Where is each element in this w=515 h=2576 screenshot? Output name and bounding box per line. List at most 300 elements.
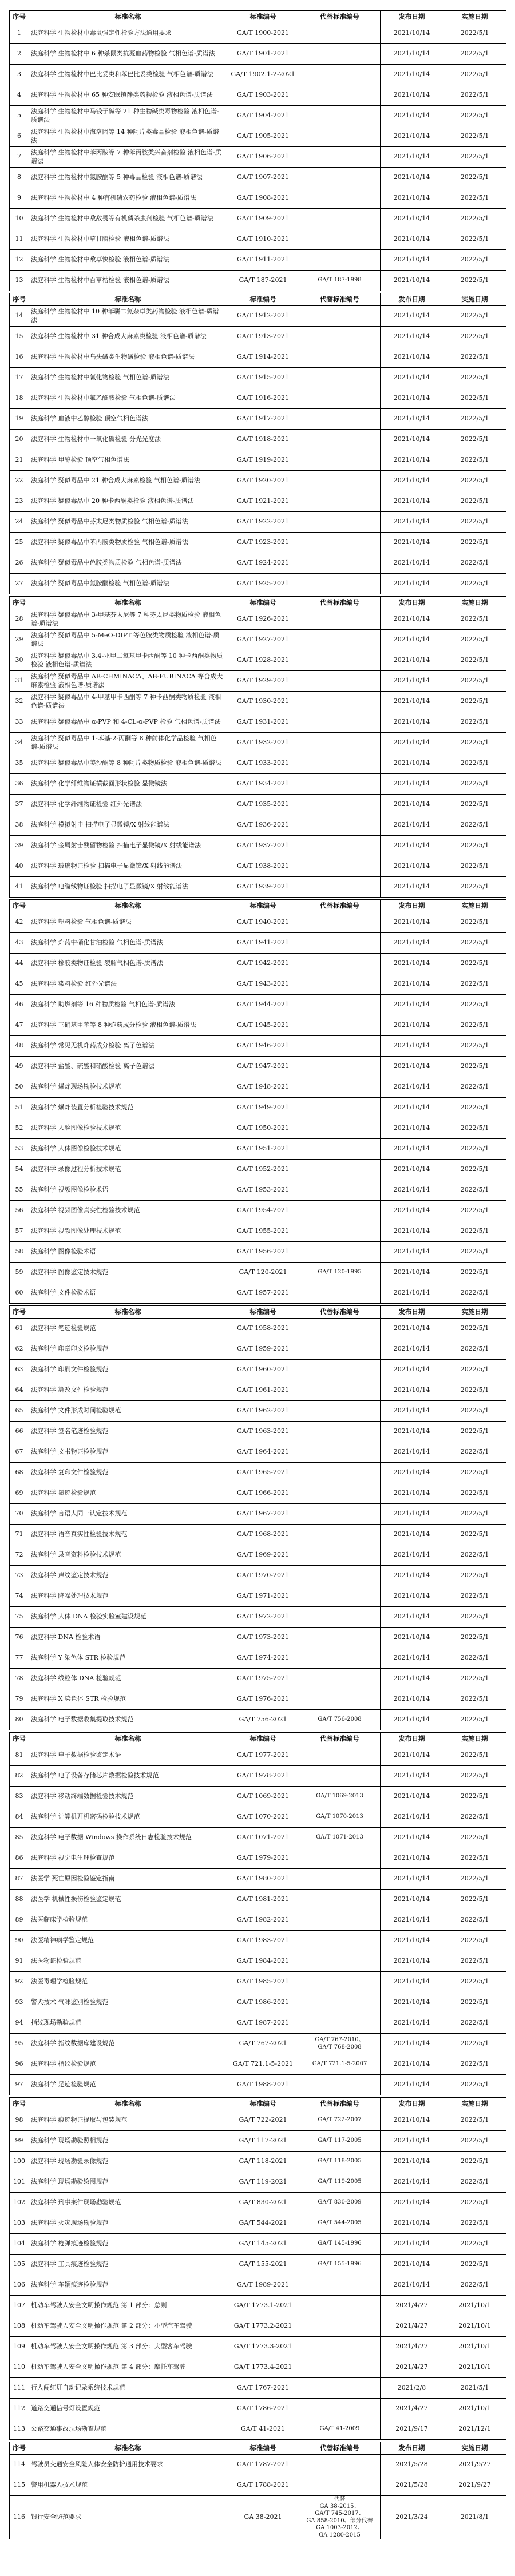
cell-replaces [299,1380,381,1401]
cell-impl-date: 2022/5/1 [443,2110,506,2131]
cell-seq: 90 [10,1931,29,1951]
table-row [10,630,506,650]
cell-replaces [299,1283,381,1304]
cell-replaces [299,609,381,630]
cell-seq: 15 [10,327,29,347]
cell-name: 法庭科学 刑事案件现场勘验规范 [29,2193,227,2213]
cell-code: GA/T 830-2021 [227,2193,299,2213]
cell-name: 法庭科学 签名笔迹检验规范 [29,1422,227,1442]
cell-pub-date: 2021/10/14 [381,1442,443,1463]
cell-name: 法庭科学 生物检材中苯丙胺等 7 种苯丙胺类兴奋剂检验 液相色谱-质谱法 [29,147,227,168]
cell-replaces [299,1442,381,1463]
cell-replaces [299,1504,381,1525]
cell-seq: 52 [10,1118,29,1139]
table-row [10,2110,506,2131]
column-header-seq: 序号 [10,11,29,23]
cell-seq: 92 [10,1972,29,1992]
table-row [10,1463,506,1483]
cell-code: GA/T 1921-2021 [227,491,299,512]
cell-seq: 27 [10,574,29,594]
cell-impl-date: 2022/5/1 [443,1951,506,1972]
cell-seq: 94 [10,2013,29,2034]
table-header-row [10,2442,506,2455]
cell-replaces [299,733,381,753]
cell-replaces [299,209,381,229]
cell-code: GA/T 1904-2021 [227,106,299,126]
cell-name: 法庭科学 金属射击残留物检验 扫描电子显微镜/X 射线能谱法 [29,836,227,856]
cell-replaces [299,2378,381,2399]
column-header-replaces: 代替标准编号 [299,1733,381,1745]
cell-replaces [299,147,381,168]
cell-replaces: GA/T 155-1996 [299,2255,381,2275]
cell-code: GA/T 41-2021 [227,2419,299,2440]
table-row [10,430,506,450]
table-row [10,106,506,126]
cell-replaces: GA/T 756-2008 [299,1710,381,1730]
cell-impl-date: 2022/5/1 [443,1463,506,1483]
cell-replaces [299,1319,381,1339]
cell-replaces [299,933,381,954]
cell-name: 道路交通信号灯设置规范 [29,2399,227,2419]
column-header-code: 标准编号 [227,597,299,609]
cell-code: GA/T 1975-2021 [227,1669,299,1689]
cell-code: GA/T 1963-2021 [227,1422,299,1442]
cell-impl-date: 2022/5/1 [443,2234,506,2255]
cell-name: 法庭科学 电子设备存储芯片数据检验技术规范 [29,1766,227,1787]
table-row [10,126,506,147]
table-row [10,795,506,815]
cell-name: 法庭科学 电子数据收集提取技术规范 [29,1710,227,1730]
cell-seq: 74 [10,1586,29,1607]
cell-code: GA/T 1910-2021 [227,229,299,250]
cell-replaces [299,327,381,347]
cell-code: GA/T 1935-2021 [227,795,299,815]
cell-pub-date: 2021/10/14 [381,1807,443,1828]
cell-replaces [299,836,381,856]
cell-replaces [299,1931,381,1951]
cell-pub-date: 2021/10/14 [381,347,443,368]
cell-impl-date: 2022/5/1 [443,1504,506,1525]
cell-name: 法庭科学 助燃剂等 16 种物质检验 气相色谱-质谱法 [29,995,227,1015]
cell-seq: 4 [10,85,29,106]
cell-code: GA/T 1936-2021 [227,815,299,836]
table-row [10,2054,506,2075]
column-header-replaces: 代替标准编号 [299,1306,381,1319]
cell-code: GA/T 1979-2021 [227,1848,299,1869]
cell-seq: 22 [10,471,29,491]
cell-seq: 114 [10,2455,29,2475]
cell-code: GA/T 1968-2021 [227,1525,299,1545]
cell-replaces [299,1951,381,1972]
cell-seq: 14 [10,306,29,327]
cell-impl-date: 2022/5/1 [443,106,506,126]
cell-pub-date: 2021/10/14 [381,2275,443,2296]
cell-replaces [299,1401,381,1422]
cell-code: GA/T 1069-2021 [227,1787,299,1807]
cell-code: GA/T 1943-2021 [227,974,299,995]
cell-pub-date: 2021/10/14 [381,1972,443,1992]
table-row [10,2255,506,2275]
cell-impl-date: 2022/5/1 [443,1689,506,1710]
table-row [10,995,506,1015]
table-row [10,2275,506,2296]
cell-name: 法庭科学 篡改文件检验规范 [29,1380,227,1401]
cell-pub-date: 2021/10/14 [381,188,443,209]
cell-seq: 18 [10,388,29,409]
standards-table-page [9,293,506,594]
cell-pub-date: 2021/10/14 [381,1201,443,1221]
table-row [10,250,506,271]
cell-impl-date: 2022/5/1 [443,1221,506,1242]
cell-name: 法医精神病学鉴定规范 [29,1931,227,1951]
cell-seq: 62 [10,1339,29,1360]
cell-pub-date: 2021/10/14 [381,1221,443,1242]
cell-replaces [299,1422,381,1442]
cell-seq: 83 [10,1787,29,1807]
cell-pub-date: 2021/10/14 [381,1036,443,1057]
cell-name: 法医学 机械性损伤检验鉴定规范 [29,1890,227,1910]
cell-impl-date: 2022/5/1 [443,250,506,271]
cell-seq: 67 [10,1442,29,1463]
cell-pub-date: 2021/10/14 [381,368,443,388]
cell-replaces [299,2399,381,2419]
table-row [10,512,506,533]
cell-code: GA/T 1989-2021 [227,2275,299,2296]
cell-name: 法庭科学 声纹鉴定技术规范 [29,1566,227,1586]
cell-code: GA/T 767-2021 [227,2034,299,2054]
table-row [10,2455,506,2475]
cell-impl-date: 2022/5/1 [443,912,506,933]
cell-replaces: GA/T 120-1995 [299,1263,381,1283]
cell-impl-date: 2022/5/1 [443,168,506,188]
column-header-name: 标准名称 [29,1306,227,1319]
cell-code: GA/T 1973-2021 [227,1628,299,1648]
cell-code: GA/T 1903-2021 [227,85,299,106]
cell-seq: 80 [10,1710,29,1730]
cell-pub-date: 2021/10/14 [381,1951,443,1972]
cell-seq: 20 [10,430,29,450]
cell-seq: 109 [10,2337,29,2357]
cell-replaces [299,1689,381,1710]
cell-name: 法庭科学 复印文件检验规范 [29,1463,227,1483]
cell-code: GA/T 1962-2021 [227,1401,299,1422]
cell-impl-date: 2022/5/1 [443,65,506,85]
cell-replaces [299,368,381,388]
cell-replaces [299,450,381,471]
cell-impl-date: 2022/5/1 [443,712,506,733]
cell-replaces [299,1160,381,1180]
table-row [10,147,506,168]
cell-code: GA 38-2021 [227,2496,299,2539]
cell-impl-date: 2022/5/1 [443,1401,506,1422]
cell-name: 法庭科学 染料检验 红外光谱法 [29,974,227,995]
cell-replaces [299,630,381,650]
cell-replaces: GA/T 830-2009 [299,2193,381,2213]
cell-name: 法庭科学 火灾现场勘验规范 [29,2213,227,2234]
cell-name: 法庭科学 印刷文件检验规范 [29,1360,227,1380]
cell-name: 法庭科学 疑似毒品中 α-PVP 和 4-CL-α-PVP 检验 气相色谱-质谱法 [29,712,227,733]
table-row [10,1807,506,1828]
cell-replaces: GA/T 1071-2013 [299,1828,381,1848]
cell-name: 法庭科学 DNA 检验术语 [29,1628,227,1648]
cell-code: GA/T 1924-2021 [227,553,299,574]
cell-pub-date: 2021/4/27 [381,2357,443,2378]
cell-code: GA/T 1911-2021 [227,250,299,271]
cell-name: 法庭科学 生物检材中 6 种杀鼠类抗凝血药物检验 气相色谱-质谱法 [29,44,227,65]
cell-code: GA/T 1967-2021 [227,1504,299,1525]
cell-name: 法庭科学 生物检材中氰化物检验 气相色谱-质谱法 [29,368,227,388]
cell-name: 法庭科学 疑似毒品中氯胺酮检验 气相色谱-质谱法 [29,574,227,594]
cell-code: GA/T 1977-2021 [227,1745,299,1766]
cell-name: 法庭科学 血液中乙醇检验 顶空气相色谱法 [29,409,227,430]
cell-name: 法庭科学 车辆痕迹检验规范 [29,2275,227,2296]
cell-impl-date: 2022/5/1 [443,2152,506,2172]
cell-name: 机动车驾驶人安全文明操作规范 第 4 部分：摩托车驾驶 [29,2357,227,2378]
cell-impl-date: 2022/5/1 [443,553,506,574]
column-header-pub-date: 发布日期 [381,597,443,609]
cell-name: 法庭科学 橡胶类物证检验 裂解气相色谱-质谱法 [29,954,227,974]
cell-seq: 54 [10,1160,29,1180]
cell-seq: 103 [10,2213,29,2234]
column-header-replaces: 代替标准编号 [299,597,381,609]
cell-seq: 56 [10,1201,29,1221]
cell-pub-date: 2021/10/14 [381,1628,443,1648]
cell-pub-date: 2021/10/14 [381,1828,443,1848]
table-row [10,209,506,229]
column-header-seq: 序号 [10,2442,29,2455]
cell-replaces [299,912,381,933]
column-header-impl-date: 实施日期 [443,1733,506,1745]
table-row [10,1545,506,1566]
table-row [10,1648,506,1669]
cell-pub-date: 2021/4/27 [381,2337,443,2357]
cell-code: GA/T 1070-2021 [227,1807,299,1828]
table-row [10,1910,506,1931]
cell-pub-date: 2021/10/14 [381,2075,443,2095]
cell-pub-date: 2021/10/14 [381,1139,443,1160]
cell-name: 法庭科学 文件形成时间检验规范 [29,1401,227,1422]
cell-code: GA/T 1945-2021 [227,1015,299,1036]
cell-name: 法庭科学 疑似毒品中 20 种卡西酮类检验 液相色谱-质谱法 [29,491,227,512]
cell-seq: 26 [10,553,29,574]
cell-name: 公路交通事故现场勘查规范 [29,2419,227,2440]
column-header-impl-date: 实施日期 [443,11,506,23]
cell-pub-date: 2021/10/14 [381,430,443,450]
cell-code: GA/T 1927-2021 [227,630,299,650]
cell-replaces [299,1139,381,1160]
cell-pub-date: 2021/10/14 [381,1118,443,1139]
cell-name: 法庭科学 降噪处理技术规范 [29,1586,227,1607]
cell-code: GA/T 1915-2021 [227,368,299,388]
cell-pub-date: 2021/9/17 [381,2419,443,2440]
column-header-seq: 序号 [10,293,29,306]
cell-replaces [299,2455,381,2475]
cell-impl-date: 2022/5/1 [443,1931,506,1951]
cell-code: GA/T 1931-2021 [227,712,299,733]
cell-name: 法庭科学 爆炸装置分析检验技术规范 [29,1098,227,1118]
cell-replaces [299,553,381,574]
cell-replaces [299,1242,381,1263]
cell-seq: 116 [10,2496,29,2539]
cell-pub-date: 2021/10/14 [381,1669,443,1689]
cell-seq: 68 [10,1463,29,1483]
cell-impl-date: 2022/5/1 [443,23,506,44]
cell-impl-date: 2022/5/1 [443,1869,506,1890]
cell-replaces [299,229,381,250]
cell-impl-date: 2022/5/1 [443,1139,506,1160]
cell-pub-date: 2021/10/14 [381,1992,443,2013]
cell-pub-date: 2021/10/14 [381,1380,443,1401]
cell-impl-date: 2022/5/1 [443,2131,506,2152]
cell-pub-date: 2021/10/14 [381,836,443,856]
table-header-row [10,2098,506,2110]
table-row [10,1283,506,1304]
cell-replaces [299,1848,381,1869]
table-row [10,836,506,856]
cell-impl-date: 2022/5/1 [443,2255,506,2275]
cell-impl-date: 2021/5/1 [443,2378,506,2399]
table-row [10,692,506,712]
table-row [10,1201,506,1221]
cell-code: GA/T 1978-2021 [227,1766,299,1787]
cell-impl-date: 2022/5/1 [443,2213,506,2234]
cell-pub-date: 2021/10/14 [381,877,443,898]
table-row [10,44,506,65]
cell-replaces [299,347,381,368]
cell-name: 法医临床学检验规范 [29,1910,227,1931]
cell-seq: 1 [10,23,29,44]
cell-replaces: GA/T 767-2010、 GA/T 768-2008 [299,2034,381,2054]
cell-seq: 36 [10,774,29,795]
cell-pub-date: 2021/10/14 [381,974,443,995]
cell-replaces [299,188,381,209]
table-row [10,1263,506,1283]
cell-pub-date: 2021/10/14 [381,1360,443,1380]
cell-name: 法庭科学 录像过程分析技术规范 [29,1160,227,1180]
cell-name: 法庭科学 Y 染色体 STR 检验规范 [29,1648,227,1669]
standards-table-page [9,1305,506,1730]
cell-name: 法庭科学 生物检材中 4 种有机磷农药检验 液相色谱-质谱法 [29,188,227,209]
table-row [10,1339,506,1360]
column-header-pub-date: 发布日期 [381,2442,443,2455]
cell-code: GA/T 1788-2021 [227,2475,299,2496]
cell-code: GA/T 1983-2021 [227,1931,299,1951]
cell-code: GA/T 1912-2021 [227,306,299,327]
cell-code: GA/T 1937-2021 [227,836,299,856]
column-header-pub-date: 发布日期 [381,1733,443,1745]
column-header-name: 标准名称 [29,597,227,609]
cell-replaces [299,1201,381,1221]
cell-impl-date: 2021/10/1 [443,2399,506,2419]
cell-name: 法庭科学 录音资料检验技术规范 [29,1545,227,1566]
cell-seq: 41 [10,877,29,898]
cell-code: GA/T 544-2021 [227,2213,299,2234]
cell-pub-date: 2021/10/14 [381,250,443,271]
table-row [10,671,506,692]
cell-code: GA/T 1940-2021 [227,912,299,933]
cell-pub-date: 2021/10/14 [381,1745,443,1766]
cell-name: 法庭科学 指纹数据库建设规范 [29,2034,227,2054]
cell-impl-date: 2022/5/1 [443,1319,506,1339]
cell-name: 机动车驾驶人安全文明操作规范 第 3 部分：大型客车驾驶 [29,2337,227,2357]
table-row [10,2399,506,2419]
cell-code: GA/T 1916-2021 [227,388,299,409]
cell-replaces [299,712,381,733]
standards-document [9,10,506,2567]
cell-seq: 43 [10,933,29,954]
cell-name: 法庭科学 生物检材中 65 种安眠镇静类药物检验 液相色谱-质谱法 [29,85,227,106]
table-row [10,974,506,995]
cell-impl-date: 2022/5/1 [443,650,506,671]
cell-name: 法庭科学 疑似毒品中苯丙胺类物质检验 气相色谱-质谱法 [29,533,227,553]
cell-impl-date: 2022/5/1 [443,1766,506,1787]
cell-seq: 6 [10,126,29,147]
cell-impl-date: 2022/5/1 [443,1201,506,1221]
table-row [10,1139,506,1160]
cell-seq: 17 [10,368,29,388]
cell-code: GA/T 117-2021 [227,2131,299,2152]
cell-name: 指纹现场勘验规范 [29,2013,227,2034]
cell-code: GA/T 1969-2021 [227,1545,299,1566]
cell-seq: 98 [10,2110,29,2131]
cell-seq: 100 [10,2152,29,2172]
cell-pub-date: 2021/10/14 [381,630,443,650]
cell-impl-date: 2022/5/1 [443,1036,506,1057]
cell-name: 法庭科学 电缆线物证检验 扫描电子显微镜/X 射线能谱法 [29,877,227,898]
cell-name: 法庭科学 言语人同一认定技术规范 [29,1504,227,1525]
column-header-code: 标准编号 [227,1733,299,1745]
table-header-row [10,597,506,609]
cell-name: 机动车驾驶人安全文明操作规范 第 1 部分：总则 [29,2296,227,2316]
table-row [10,1380,506,1401]
cell-code: GA/T 1767-2021 [227,2378,299,2399]
cell-pub-date: 2021/10/14 [381,912,443,933]
cell-code: GA/T 1948-2021 [227,1077,299,1098]
cell-pub-date: 2021/10/14 [381,1766,443,1787]
cell-replaces [299,250,381,271]
cell-pub-date: 2021/10/14 [381,85,443,106]
cell-seq: 19 [10,409,29,430]
column-header-pub-date: 发布日期 [381,900,443,912]
cell-name: 法医物证检验规范 [29,1951,227,1972]
cell-seq: 63 [10,1360,29,1380]
cell-seq: 37 [10,795,29,815]
cell-impl-date: 2022/5/1 [443,1015,506,1036]
cell-seq: 9 [10,188,29,209]
cell-code: GA/T 1985-2021 [227,1972,299,1992]
cell-pub-date: 2021/10/14 [381,44,443,65]
table-row [10,574,506,594]
cell-replaces [299,512,381,533]
cell-replaces [299,671,381,692]
cell-code: GA/T 1952-2021 [227,1160,299,1180]
cell-replaces [299,1992,381,2013]
cell-pub-date: 2021/10/14 [381,1648,443,1669]
cell-seq: 86 [10,1848,29,1869]
cell-name: 法庭科学 人体 DNA 检验实验室建设规范 [29,1607,227,1628]
cell-impl-date: 2022/5/1 [443,430,506,450]
cell-seq: 96 [10,2054,29,2075]
cell-replaces [299,877,381,898]
cell-replaces [299,753,381,774]
cell-seq: 29 [10,630,29,650]
column-header-code: 标准编号 [227,1306,299,1319]
cell-code: GA/T 1957-2021 [227,1283,299,1304]
cell-impl-date: 2022/5/1 [443,733,506,753]
table-row [10,1766,506,1787]
cell-seq: 71 [10,1525,29,1545]
cell-name: 法庭科学 生物检材中毒鼠强定性检验方法通用要求 [29,23,227,44]
